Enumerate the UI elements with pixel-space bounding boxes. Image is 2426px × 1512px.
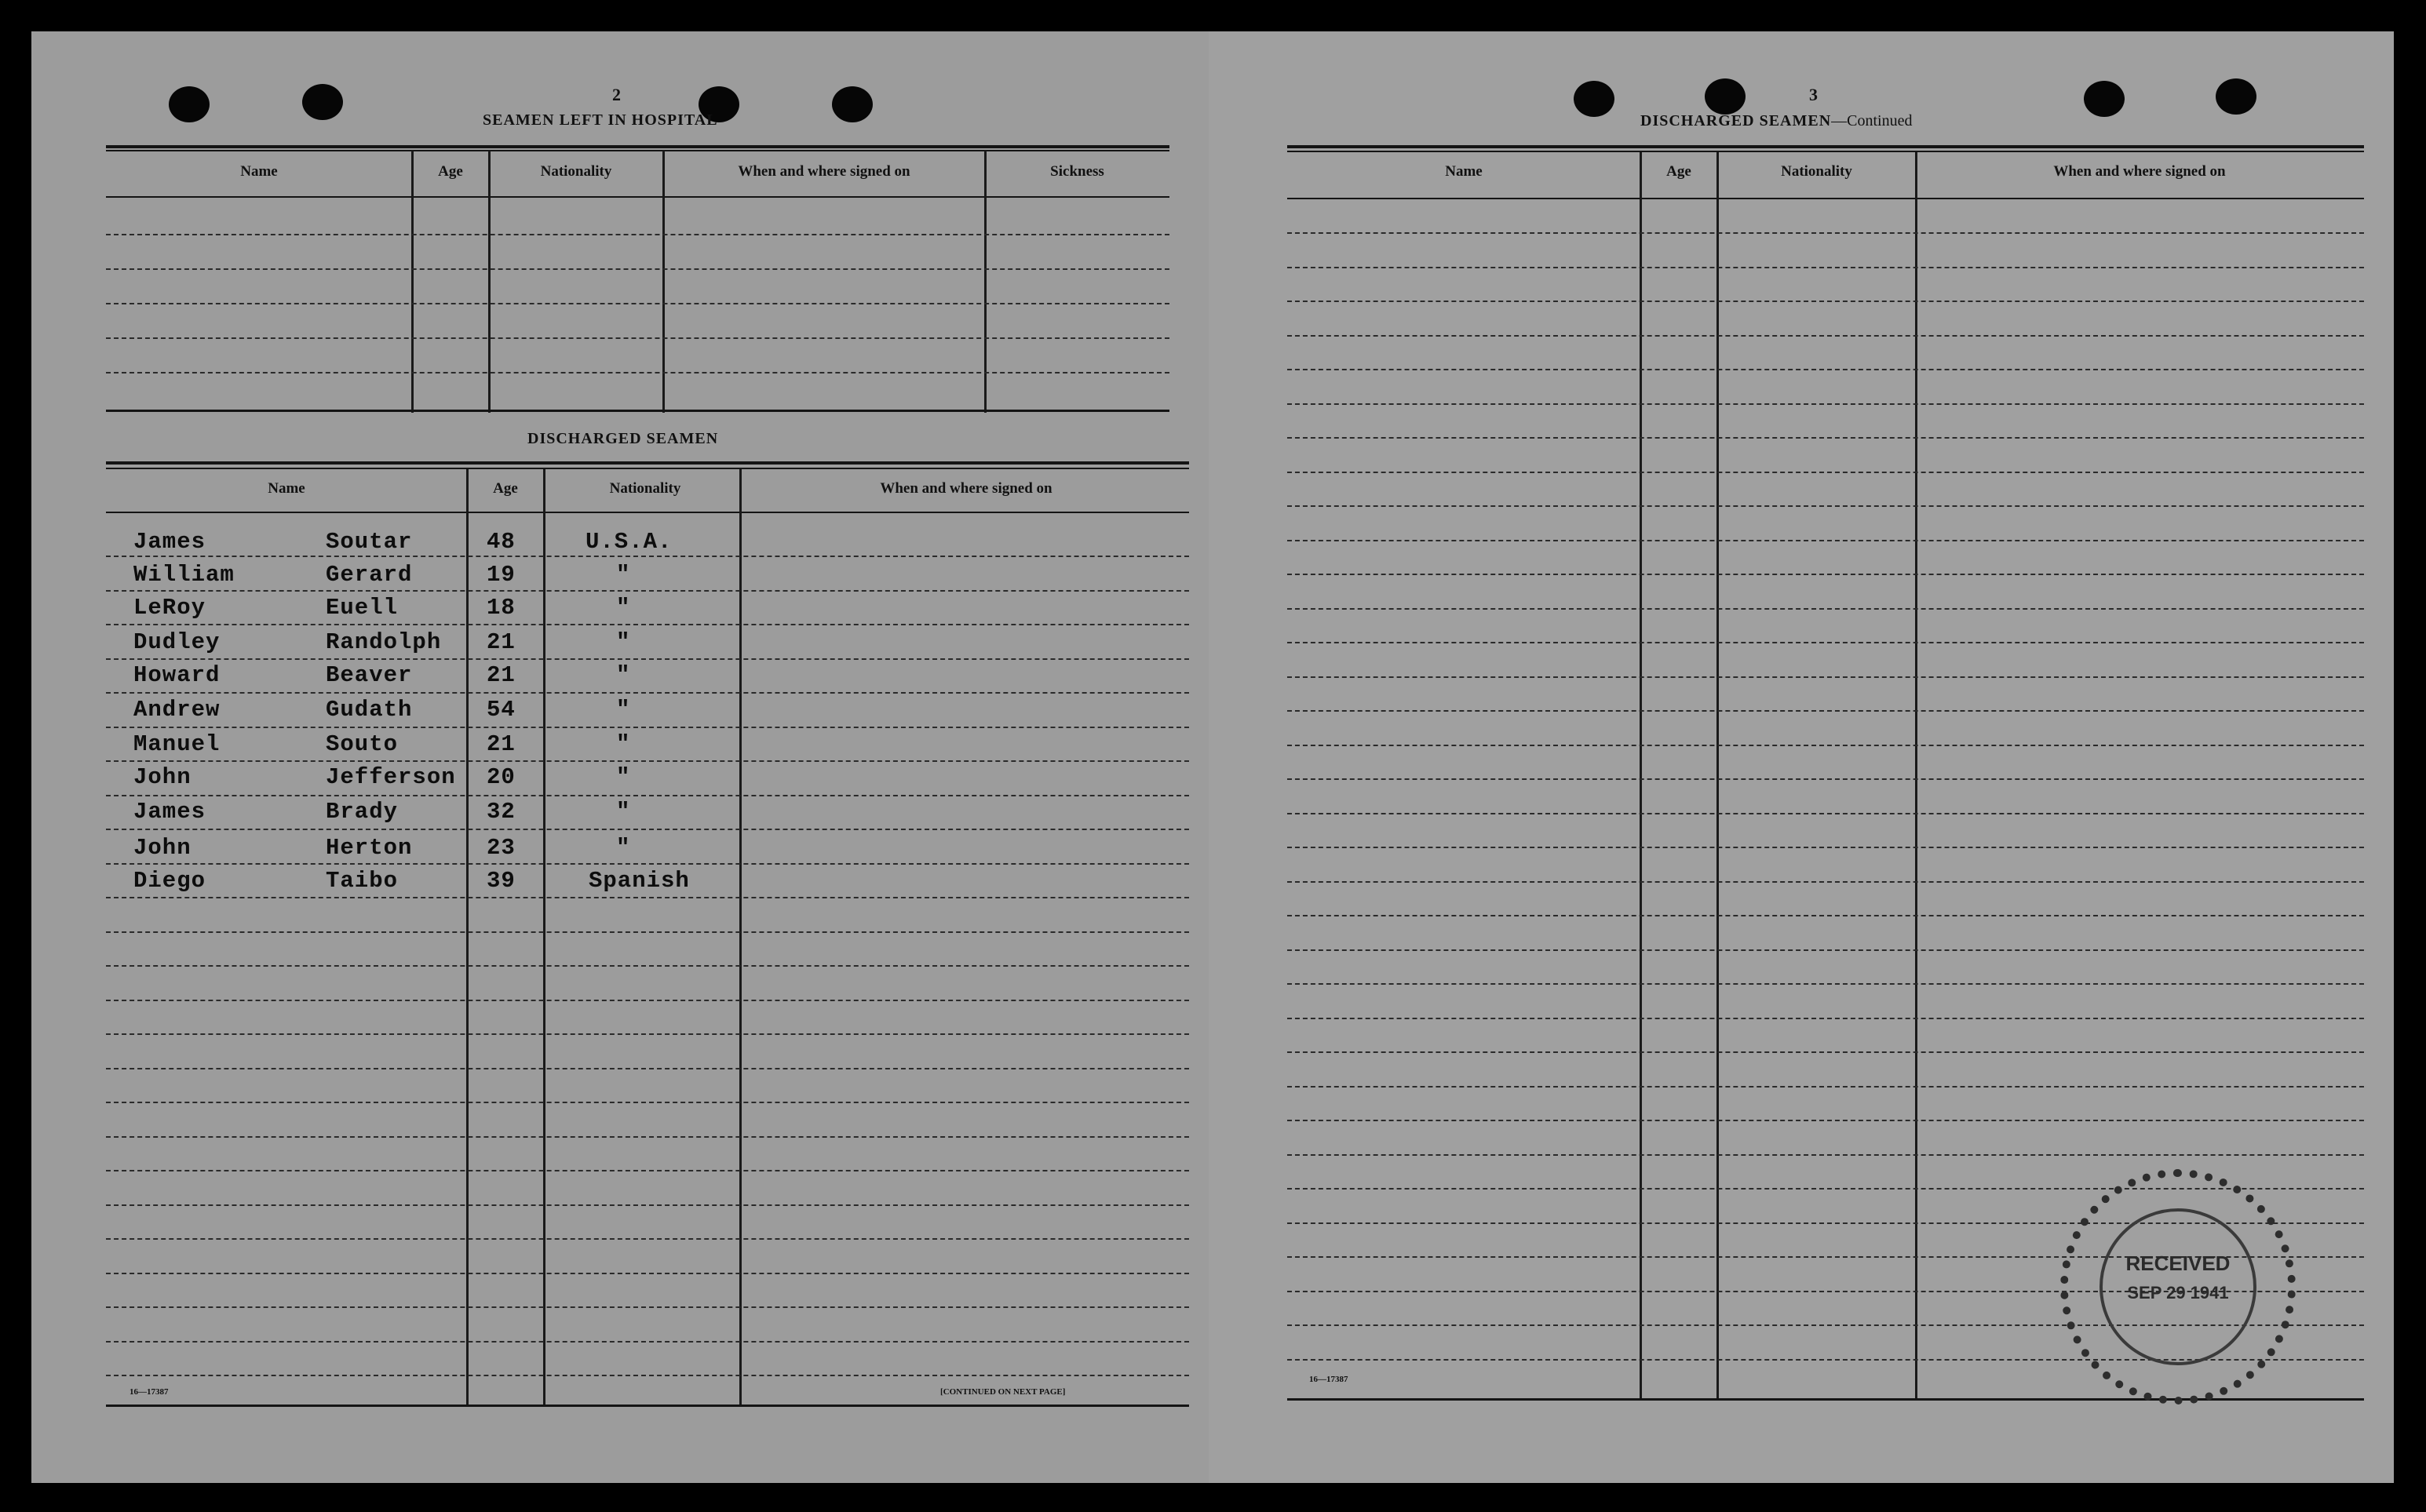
row-line xyxy=(1287,881,2364,883)
row-line xyxy=(1287,778,2364,780)
column-divider xyxy=(1915,152,1917,1400)
column-header-name: Name xyxy=(1445,163,1483,180)
row-line xyxy=(106,1033,1189,1035)
column-header-age: Age xyxy=(438,163,463,180)
seaman-nationality: " xyxy=(616,764,631,790)
seaman-first-name: Andrew xyxy=(133,697,221,723)
discharged-continued-title xyxy=(1640,112,1913,130)
seaman-age: 21 xyxy=(487,731,516,757)
row-line xyxy=(1287,1051,2364,1053)
seaman-last-name: Brady xyxy=(326,799,399,825)
title-suffix: —Continued xyxy=(1831,112,1913,129)
seaman-nationality: " xyxy=(616,595,631,621)
column-divider xyxy=(466,469,469,1406)
column-header-name: Name xyxy=(268,480,305,497)
stamp-date: SEP 29 1941 xyxy=(2127,1283,2229,1303)
row-line xyxy=(1287,472,2364,473)
column-header-sickness: Sickness xyxy=(1050,163,1104,180)
table-rule xyxy=(1287,151,2364,152)
column-divider xyxy=(1716,152,1719,1400)
seaman-first-name: LeRoy xyxy=(133,595,206,621)
row-line xyxy=(1287,710,2364,712)
seaman-last-name: Taibo xyxy=(326,868,399,894)
column-header-nationality: Nationality xyxy=(1781,163,1852,180)
row-line xyxy=(106,1204,1189,1206)
punch-hole xyxy=(832,86,873,122)
seaman-last-name: Gerard xyxy=(326,562,413,588)
row-line xyxy=(1287,949,2364,951)
row-line xyxy=(106,658,1189,660)
table-rule xyxy=(1287,145,2364,148)
table-rule xyxy=(1287,198,2364,199)
row-line xyxy=(1287,676,2364,678)
seaman-age: 48 xyxy=(487,529,516,555)
row-line xyxy=(106,897,1189,898)
stamp-received: RECEIVED xyxy=(2125,1251,2231,1275)
row-line xyxy=(106,1000,1189,1001)
seaman-first-name: Dudley xyxy=(133,629,221,655)
column-divider xyxy=(739,469,742,1406)
table-rule xyxy=(106,410,1169,412)
row-line xyxy=(1287,540,2364,541)
table-rule xyxy=(106,1405,1189,1407)
column-header-nationality: Nationality xyxy=(540,163,612,180)
row-line xyxy=(1287,232,2364,234)
row-line xyxy=(106,829,1189,830)
seaman-first-name: John xyxy=(133,764,192,790)
row-line xyxy=(1287,608,2364,610)
row-line xyxy=(106,760,1189,762)
row-line xyxy=(106,863,1189,865)
column-header-nationality: Nationality xyxy=(609,480,681,497)
table-rule xyxy=(106,468,1189,469)
column-header-signed-on: When and where signed on xyxy=(738,163,910,180)
table-rule xyxy=(106,196,1169,198)
column-header-name: Name xyxy=(240,163,278,180)
seaman-last-name: Souto xyxy=(326,731,399,757)
seaman-age: 32 xyxy=(487,799,516,825)
column-divider xyxy=(1640,152,1642,1400)
seaman-age: 21 xyxy=(487,629,516,655)
row-line xyxy=(106,965,1189,967)
page-number: 3 xyxy=(1809,85,1818,104)
seaman-nationality: " xyxy=(616,629,631,655)
column-divider xyxy=(543,469,545,1406)
seaman-last-name: Jefferson xyxy=(326,764,456,790)
row-line xyxy=(106,556,1189,557)
row-line xyxy=(1287,642,2364,643)
row-line xyxy=(106,1170,1189,1171)
seaman-first-name: James xyxy=(133,799,206,825)
row-line xyxy=(106,931,1189,933)
punch-hole xyxy=(2216,78,2256,115)
seaman-last-name: Beaver xyxy=(326,662,413,688)
discharged-section-title: DISCHARGED SEAMEN xyxy=(527,430,719,447)
seaman-nationality: " xyxy=(616,697,631,723)
row-line xyxy=(106,1102,1189,1103)
title-main: DISCHARGED SEAMEN xyxy=(1640,112,1832,129)
column-header-signed-on: When and where signed on xyxy=(2053,163,2226,180)
seaman-first-name: Manuel xyxy=(133,731,221,757)
page-number: 2 xyxy=(612,85,621,104)
punch-hole xyxy=(2084,81,2125,117)
row-line xyxy=(1287,1018,2364,1019)
row-line xyxy=(106,1068,1189,1069)
row-line xyxy=(1287,745,2364,746)
row-line xyxy=(1287,847,2364,848)
row-line xyxy=(106,1375,1189,1376)
continued-note: [CONTINUED ON NEXT PAGE] xyxy=(940,1387,1066,1397)
table-rule xyxy=(106,150,1169,151)
form-number: 16—17387 xyxy=(1309,1375,1348,1384)
seaman-age: 18 xyxy=(487,595,516,621)
seaman-nationality: " xyxy=(616,562,631,588)
punch-hole xyxy=(302,84,343,120)
row-line xyxy=(1287,267,2364,268)
row-line xyxy=(1287,983,2364,985)
seaman-nationality: " xyxy=(616,662,631,688)
seaman-last-name: Herton xyxy=(326,835,413,861)
row-line xyxy=(1287,403,2364,405)
row-line xyxy=(1287,574,2364,575)
row-line xyxy=(106,234,1169,235)
column-header-signed-on: When and where signed on xyxy=(880,480,1052,497)
row-line xyxy=(106,1306,1189,1308)
seaman-last-name: Euell xyxy=(326,595,399,621)
row-line xyxy=(106,1273,1189,1274)
row-line xyxy=(1287,335,2364,337)
form-number: 16—17387 xyxy=(130,1387,169,1397)
row-line xyxy=(106,624,1189,625)
row-line xyxy=(1287,505,2364,507)
seaman-last-name: Gudath xyxy=(326,697,413,723)
row-line xyxy=(106,337,1169,339)
seaman-nationality: " xyxy=(616,731,631,757)
seaman-nationality: U.S.A. xyxy=(586,529,673,555)
seaman-first-name: James xyxy=(133,529,206,555)
table-rule xyxy=(106,512,1189,513)
received-stamp xyxy=(2060,1169,2296,1405)
punch-hole xyxy=(1574,81,1614,117)
seaman-first-name: Diego xyxy=(133,868,206,894)
row-line xyxy=(106,727,1189,728)
left-page xyxy=(31,31,1209,1483)
row-line xyxy=(106,303,1169,304)
right-page xyxy=(1209,31,2394,1483)
row-line xyxy=(106,1136,1189,1138)
punch-hole xyxy=(169,86,210,122)
row-line xyxy=(1287,813,2364,814)
seaman-first-name: John xyxy=(133,835,192,861)
seaman-age: 20 xyxy=(487,764,516,790)
row-line xyxy=(1287,1154,2364,1156)
row-line xyxy=(1287,369,2364,370)
row-line xyxy=(106,1238,1189,1240)
seaman-first-name: Howard xyxy=(133,662,221,688)
row-line xyxy=(1287,1086,2364,1088)
row-line xyxy=(106,372,1169,373)
row-line xyxy=(106,795,1189,796)
row-line xyxy=(1287,437,2364,439)
seaman-age: 54 xyxy=(487,697,516,723)
row-line xyxy=(106,268,1169,270)
seaman-nationality: " xyxy=(616,799,631,825)
seaman-age: 23 xyxy=(487,835,516,861)
seaman-nationality: " xyxy=(616,835,631,861)
hospital-section-title: SEAMEN LEFT IN HOSPITAL xyxy=(483,111,718,129)
table-rule xyxy=(106,145,1169,148)
punch-hole xyxy=(1705,78,1746,115)
row-line xyxy=(106,692,1189,694)
seaman-age: 39 xyxy=(487,868,516,894)
seaman-age: 21 xyxy=(487,662,516,688)
seaman-nationality: Spanish xyxy=(589,868,690,894)
row-line xyxy=(1287,1120,2364,1121)
row-line xyxy=(1287,915,2364,916)
row-line xyxy=(1287,301,2364,302)
row-line xyxy=(106,590,1189,592)
seaman-first-name: William xyxy=(133,562,235,588)
column-header-age: Age xyxy=(493,480,518,497)
row-line xyxy=(106,1341,1189,1343)
seaman-age: 19 xyxy=(487,562,516,588)
column-header-age: Age xyxy=(1666,163,1691,180)
table-rule xyxy=(106,461,1189,465)
seaman-last-name: Randolph xyxy=(326,629,442,655)
seaman-last-name: Soutar xyxy=(326,529,413,555)
